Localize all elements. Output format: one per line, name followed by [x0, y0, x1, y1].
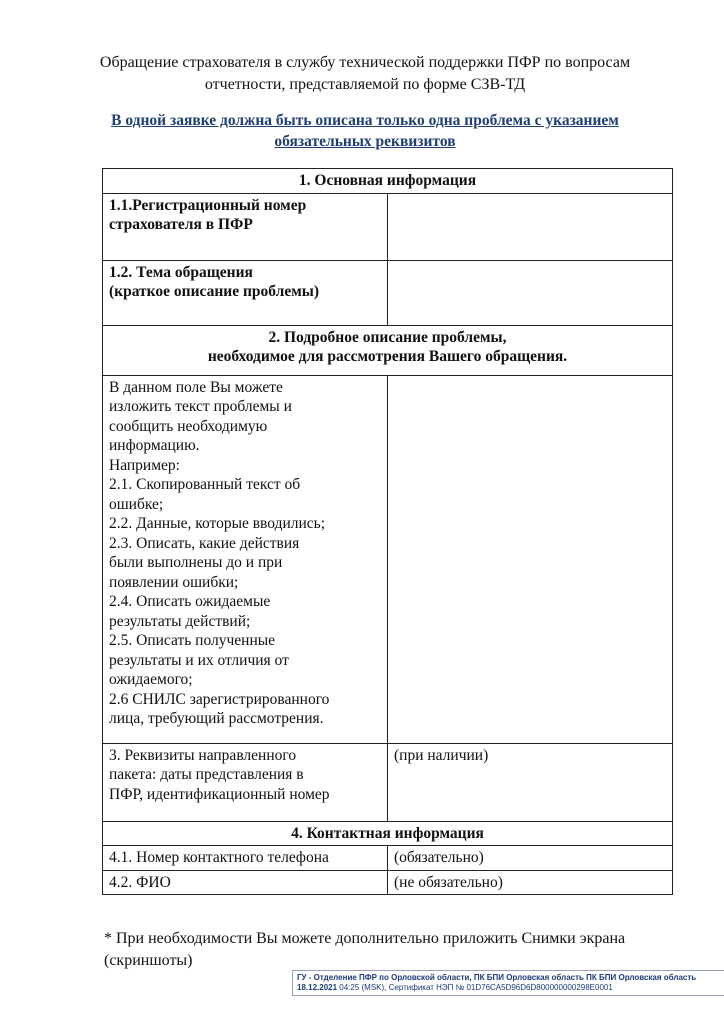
subject-label-line-1: 1.2. Тема обращения — [109, 263, 253, 281]
form-row-subject — [103, 260, 673, 325]
description-line: информацию. — [109, 437, 200, 454]
subject-label-line-2: (краткое описание проблемы) — [109, 283, 320, 300]
registration-number-label-line-1: 1.1.Регистрационный номер — [109, 196, 307, 214]
description-line: появлении ошибки; — [109, 573, 239, 591]
form-row-phone — [103, 846, 673, 871]
request-form-table — [102, 168, 673, 895]
description-line: 2.4. Описать ожидаемые — [109, 593, 271, 610]
stamp-certificate-line — [297, 983, 721, 993]
description-lines — [109, 378, 381, 729]
full-name-field[interactable]: (не обязательно) — [388, 870, 673, 895]
stamp-certificate: 04:25 (MSK), Сертификат НЭП № 01D76CA5D96D6D800000000298E0001 — [337, 983, 613, 992]
package-details-label-line-3: ПФР, идентификационный номер — [109, 785, 330, 803]
section-heading-main-info: 1. Основная информация — [103, 169, 673, 194]
description-line: Например: — [109, 456, 180, 474]
stamp-organization: ГУ - Отделение ПФР по Орловской области, ПК БПИ Орловская область ПК БПИ Орловская область — [297, 973, 697, 982]
phone-label: 4.1. Номер контактного телефона — [103, 846, 388, 871]
stamp-date: 18.12.2021 — [297, 983, 338, 992]
section-heading-description-line-2: необходимое для рассмотрения Вашего обращения. — [207, 348, 568, 365]
registration-number-field[interactable] — [388, 193, 673, 260]
warning-line-1: В одной заявке должна быть описана только одна проблема с указанием — [111, 112, 619, 129]
title-line-2: отчетности, представляемой по форме СЗВ-ТД — [204, 76, 526, 93]
description-instructions — [103, 375, 388, 743]
description-line: ожидаемого; — [109, 671, 193, 688]
description-line: лица, требующий рассмотрения. — [109, 710, 324, 727]
description-line: 2.6 СНИЛС зарегистрированного — [109, 690, 330, 708]
package-details-field[interactable]: (при наличии) — [388, 743, 673, 821]
description-line: 2.5. Описать полученные — [109, 632, 276, 649]
package-details-label — [103, 743, 388, 821]
full-name-label: 4.2. ФИО — [103, 870, 388, 895]
subject-label — [103, 260, 388, 325]
section-row-description — [103, 325, 673, 375]
footnote-line-1: * При необходимости Вы можете дополнительно приложить Снимки экрана — [104, 930, 626, 947]
section-heading-description-line-1: 2. Подробное описание проблемы, — [268, 328, 507, 346]
warning-line-2: обязательных реквизитов — [274, 133, 456, 150]
description-line: 2.3. Описать, какие действия — [109, 534, 300, 552]
package-details-label-line-1: 3. Реквизиты направленного — [109, 746, 297, 764]
package-details-label-line-2: пакета: даты представления в — [109, 766, 304, 783]
form-row-full-name — [103, 870, 673, 895]
subject-field[interactable] — [388, 260, 673, 325]
section-heading-description — [103, 325, 673, 375]
description-line: 2.1. Скопированный текст об — [109, 476, 301, 493]
description-line: 2.2. Данные, которые вводились; — [109, 515, 326, 532]
section-heading-contact-info: 4. Контактная информация — [103, 821, 673, 846]
title-line-1: Обращение страхователя в службу технической поддержки ПФР по вопросам — [99, 54, 631, 71]
description-line: были выполнены до и при — [109, 554, 283, 571]
form-row-registration-number — [103, 193, 673, 260]
description-line: результаты действий; — [109, 612, 251, 630]
phone-field[interactable]: (обязательно) — [388, 846, 673, 871]
description-line: сообщить необходимую — [109, 417, 268, 435]
form-row-package-details — [103, 743, 673, 821]
description-field[interactable] — [388, 375, 673, 743]
document-title — [60, 52, 670, 96]
description-line: результаты и их отличия от — [109, 651, 289, 669]
description-line: В данном поле Вы можете — [109, 378, 283, 396]
section-row-contact-info — [103, 821, 673, 846]
registration-number-label — [103, 193, 388, 260]
electronic-signature-stamp — [292, 970, 724, 996]
form-row-description — [103, 375, 673, 743]
warning-notice — [60, 110, 670, 152]
footnote-line-2: (скриншоты) — [104, 952, 193, 969]
description-line: ошибке; — [109, 495, 164, 513]
footnote — [104, 928, 674, 972]
registration-number-label-line-2: страхователя в ПФР — [109, 216, 253, 233]
description-line: изложить текст проблемы и — [109, 398, 292, 415]
section-row-main-info — [103, 169, 673, 194]
